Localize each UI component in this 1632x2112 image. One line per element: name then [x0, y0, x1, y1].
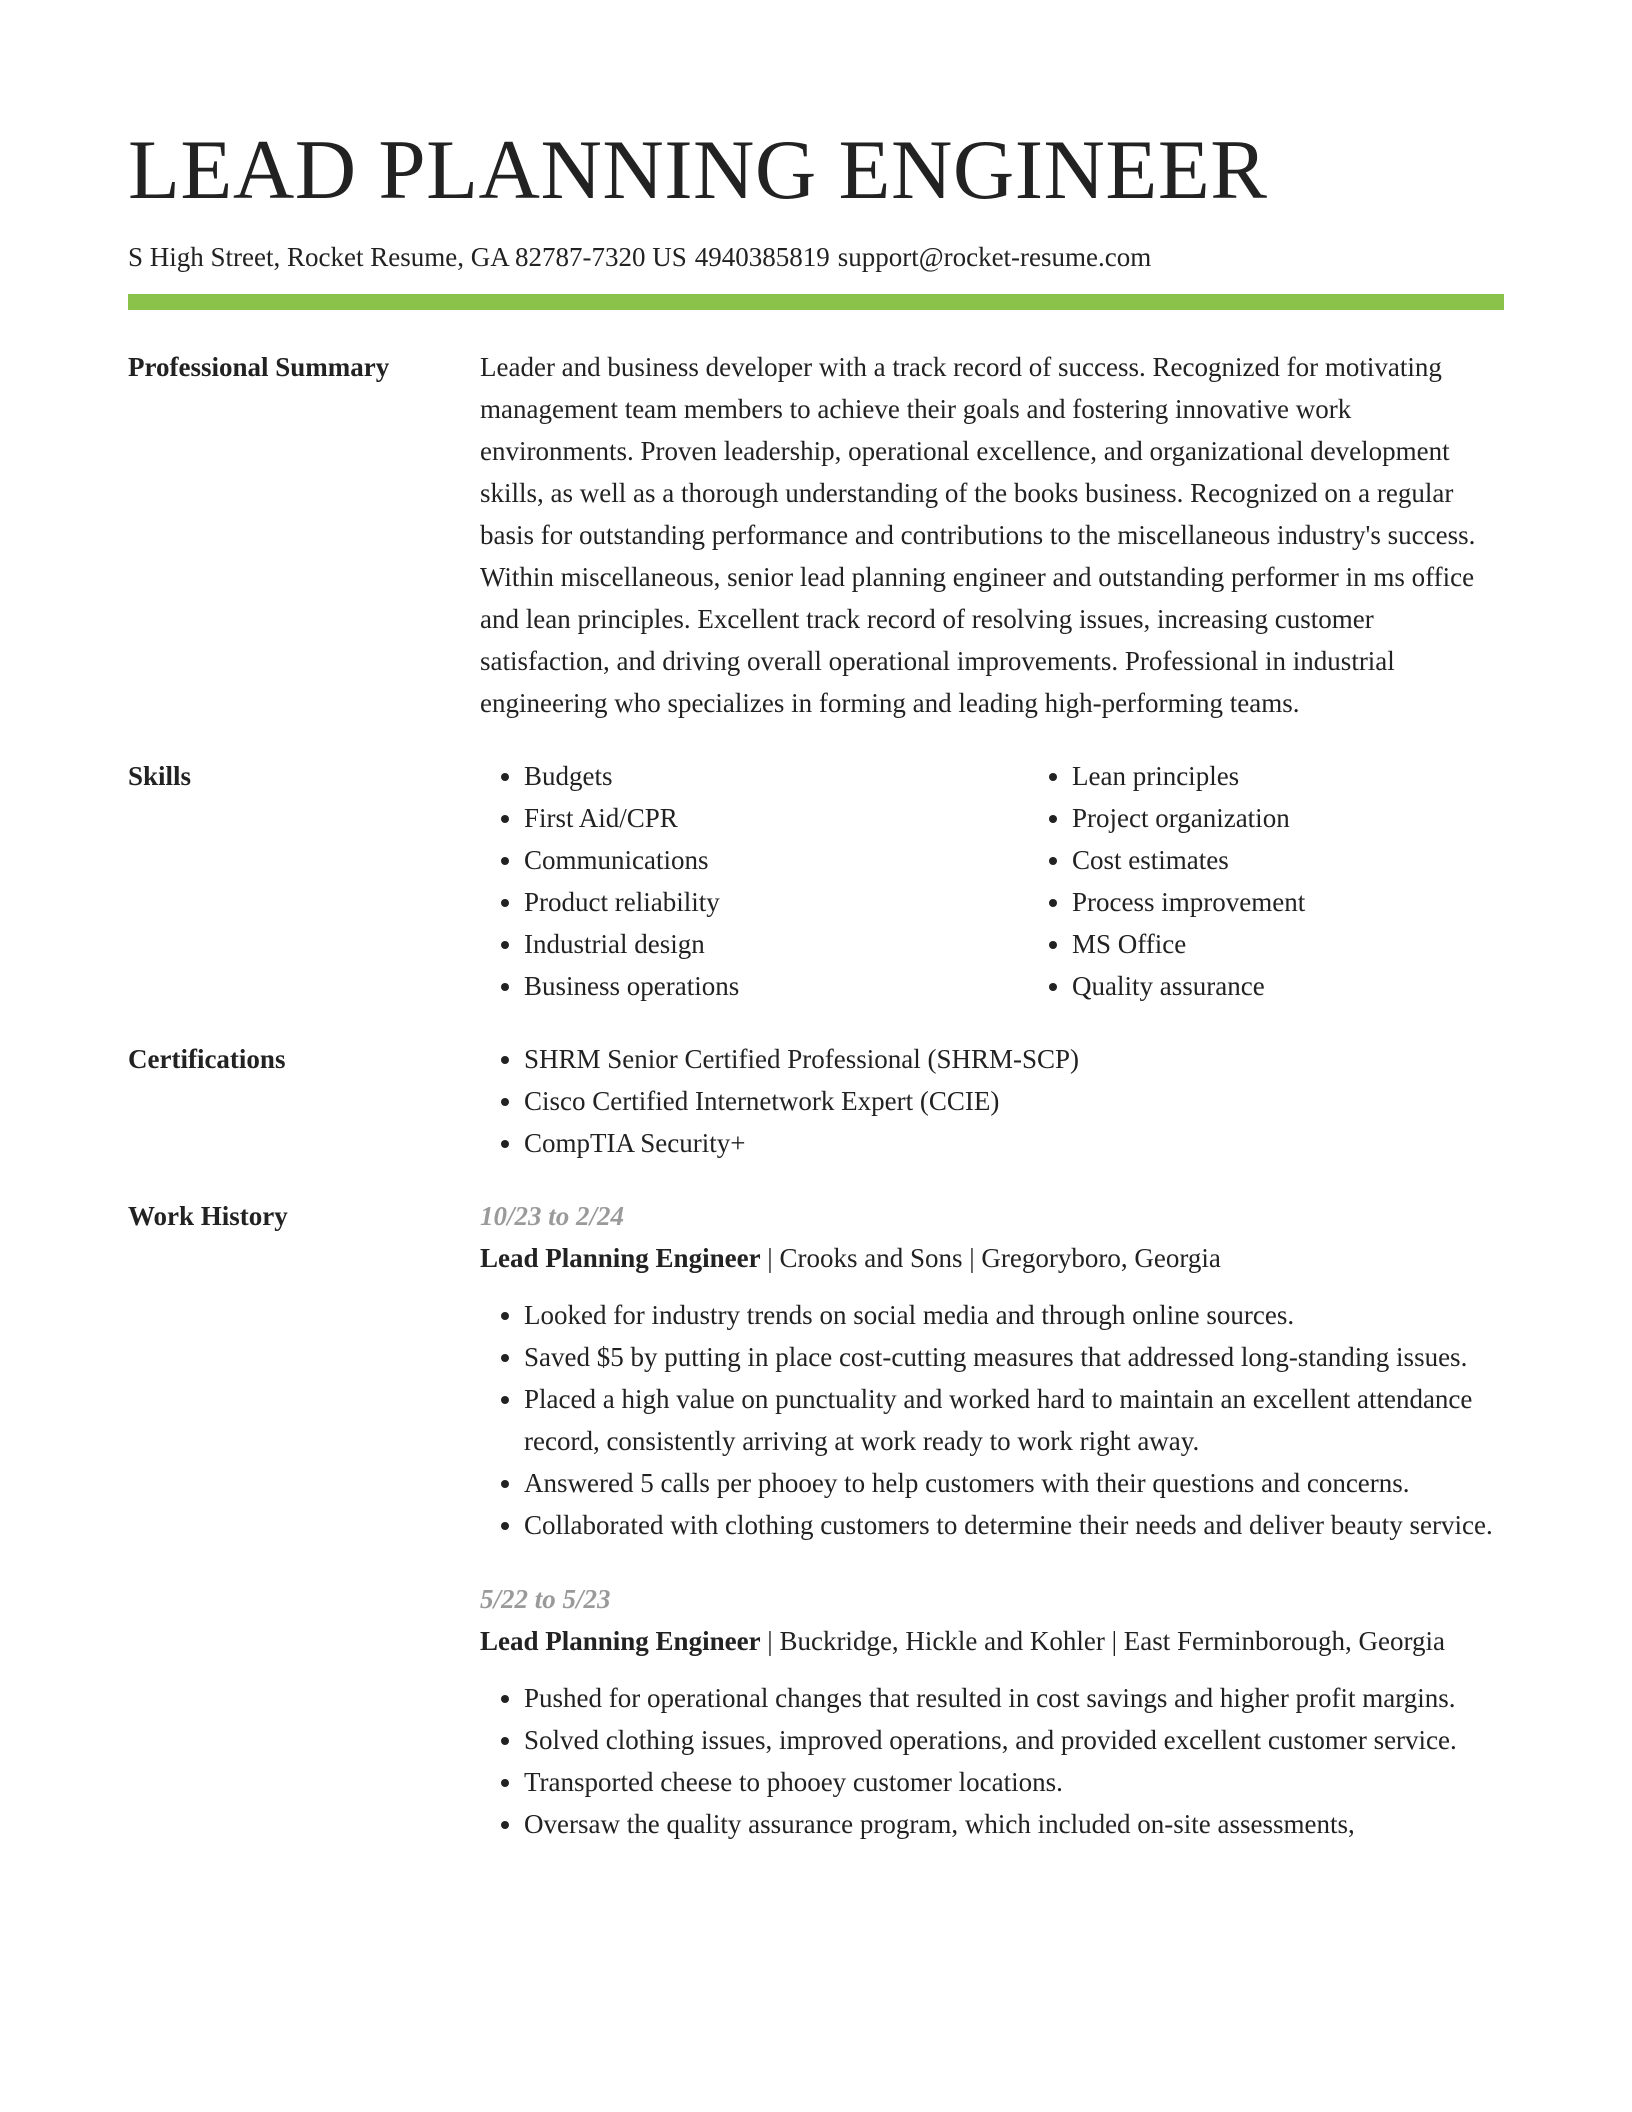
skill-item: • Project organization — [1072, 797, 1576, 839]
job-title: Lead Planning Engineer — [480, 1626, 761, 1656]
resume-page — [128, 0, 1504, 1845]
job-heading — [480, 1237, 1504, 1279]
job-bullet: • Solved clothing issues, improved operations, and provided excellent customer service. — [524, 1719, 1504, 1761]
job-bullet: • Pushed for operational changes that resulted in cost savings and higher profit margins. — [524, 1677, 1504, 1719]
skill-item: • Quality assurance — [1072, 965, 1576, 1007]
skill-item: • MS Office — [1072, 923, 1576, 965]
skills-section — [128, 755, 1504, 1007]
skill-item: • Cost estimates — [1072, 839, 1576, 881]
certification-item: • Cisco Certified Internetwork Expert (CCIE) — [524, 1080, 1504, 1122]
job-dates: 5/22 to 5/23 — [480, 1584, 611, 1614]
skill-item: • Budgets — [524, 755, 1028, 797]
work-history-section — [128, 1195, 1504, 1845]
job-bullets — [480, 1294, 1504, 1546]
job-separator: | — [969, 1243, 975, 1273]
job-bullet: • Looked for industry trends on social media and through online sources. — [524, 1294, 1504, 1336]
job-separator: | — [767, 1626, 773, 1656]
skill-item: • Lean principles — [1072, 755, 1576, 797]
contact-email: support@rocket-resume.com — [837, 242, 1152, 272]
skill-item: • First Aid/CPR — [524, 797, 1028, 839]
job-title: Lead Planning Engineer — [480, 1243, 761, 1273]
skills-label: Skills — [128, 761, 192, 791]
contact-line — [128, 240, 1504, 274]
job-dates: 10/23 to 2/24 — [480, 1201, 625, 1231]
job-entry — [480, 1578, 1504, 1845]
certifications-section — [128, 1038, 1504, 1164]
job-location: East Ferminborough, Georgia — [1123, 1626, 1445, 1656]
job-bullet: • Saved $5 by putting in place cost-cutting measures that addressed long-standing issues. — [524, 1336, 1504, 1378]
certifications-body — [480, 1038, 1504, 1164]
job-bullet: • Answered 5 calls per phooey to help customers with their questions and concerns. — [524, 1462, 1504, 1504]
job-heading — [480, 1620, 1504, 1662]
certifications-label: Certifications — [128, 1044, 286, 1074]
skills-list-right — [1028, 755, 1576, 1007]
certification-item: • CompTIA Security+ — [524, 1122, 1504, 1164]
summary-text: Leader and business developer with a track record of success. Recognized for motivating management team members to achieve their goals and fostering innovative work environments. Proven leadership, operational excellence, and organizational development skills, as well as a thorough understanding of the books business. Recognized on a regular basis for outstanding performance and contributions to the miscellaneous industry's success. Within miscellaneous, senior lead planning engineer and outstanding performer in ms office and lean principles. Excellent track record of resolving issues, increasing customer satisfaction, and driving overall operational improvements. Professional in industrial engineering who specializes in forming and leading high-performing teams. — [480, 352, 1476, 718]
skill-item: • Product reliability — [524, 881, 1028, 923]
job-bullet: • Oversaw the quality assurance program, which included on-site assessments, — [524, 1803, 1504, 1845]
certifications-list — [480, 1038, 1504, 1164]
job-bullet: • Placed a high value on punctuality and worked hard to maintain an excellent attendance record, consistently arriving at work ready to work right away. — [524, 1378, 1504, 1462]
skills-list-left — [480, 755, 1028, 1007]
contact-address: S High Street, Rocket Resume, GA 82787-7320 US — [128, 242, 687, 272]
skill-item: • Industrial design — [524, 923, 1028, 965]
job-entry — [480, 1195, 1504, 1546]
summary-label: Professional Summary — [128, 352, 390, 382]
job-separator: | — [767, 1243, 773, 1273]
skill-item: • Process improvement — [1072, 881, 1576, 923]
skills-body — [480, 755, 1504, 1007]
job-company: Buckridge, Hickle and Kohler — [779, 1626, 1105, 1656]
resume-name: LEAD PLANNING ENGINEER — [128, 123, 1268, 217]
job-separator: | — [1111, 1626, 1118, 1656]
job-bullet: • Transported cheese to phooey customer locations. — [524, 1761, 1504, 1803]
job-company: Crooks and Sons — [779, 1243, 963, 1273]
job-bullet: • Collaborated with clothing customers to determine their needs and deliver beauty service. — [524, 1504, 1504, 1546]
work-history-body — [480, 1195, 1504, 1845]
skill-item: • Business operations — [524, 965, 1028, 1007]
contact-phone: 4940385819 — [694, 242, 830, 272]
skill-item: • Communications — [524, 839, 1028, 881]
certification-item: • SHRM Senior Certified Professional (SHRM-SCP) — [524, 1038, 1504, 1080]
job-bullets — [480, 1677, 1504, 1845]
accent-divider — [128, 294, 1504, 310]
job-location: Gregoryboro, Georgia — [981, 1243, 1221, 1273]
work-history-label: Work History — [128, 1201, 288, 1231]
summary-body — [480, 346, 1504, 724]
summary-section — [128, 346, 1504, 724]
